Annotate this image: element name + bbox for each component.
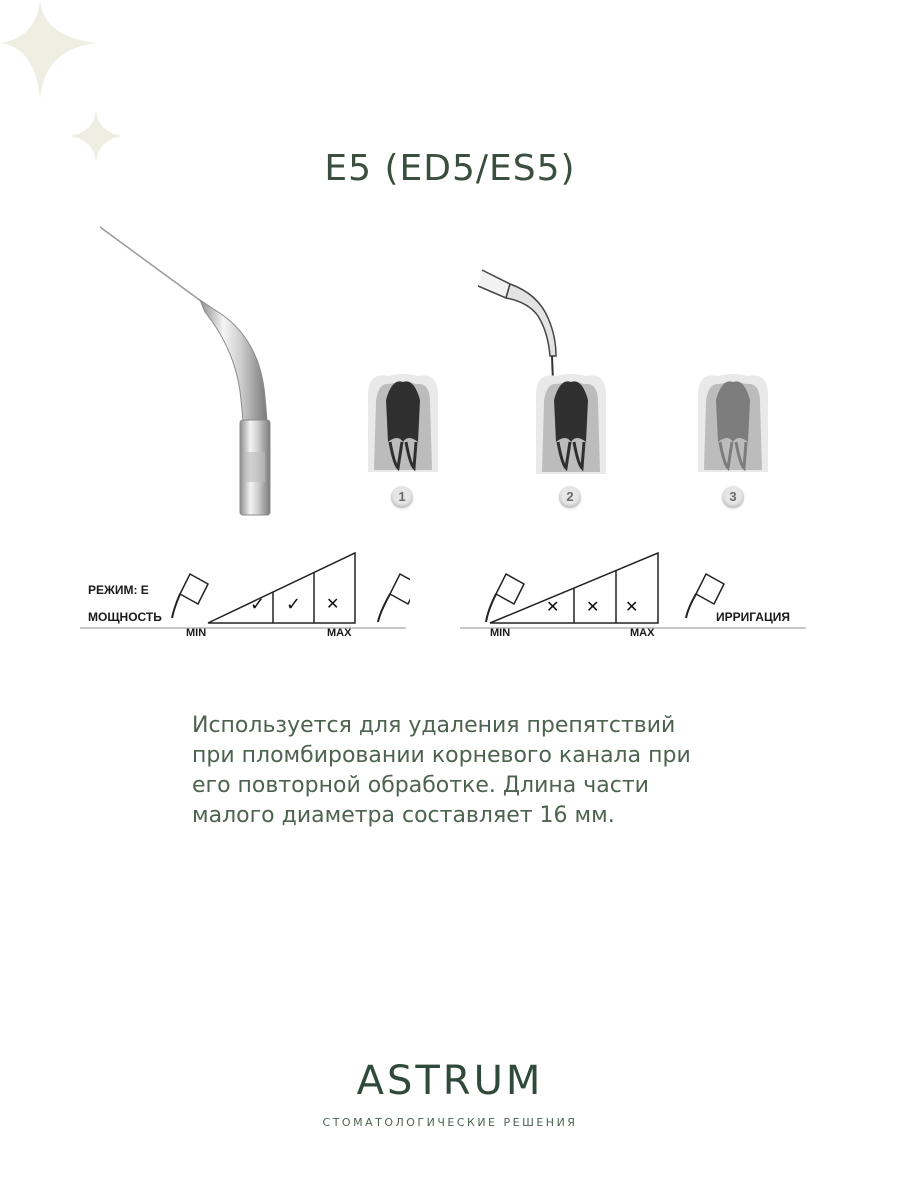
tooth-illustration-after: [698, 372, 768, 474]
step-number-3: 3: [722, 486, 744, 508]
description-line-1: Используется для удаления препятствий: [192, 713, 676, 738]
step-number-2: 2: [559, 486, 581, 508]
ultrasonic-tip-image: [95, 222, 285, 522]
power-chart-graphic: [80, 548, 410, 648]
irrigation-level-3-cross: ✕: [625, 597, 639, 616]
product-title: E5 (ED5/ES5): [324, 148, 576, 189]
irrigation-level-1-cross: ✕: [546, 597, 560, 616]
power-max-label: MAX: [327, 627, 352, 639]
power-min-label: MIN: [186, 627, 207, 639]
power-label: МОЩНОСТЬ: [88, 610, 162, 624]
brand-tagline: СТОМАТОЛОГИЧЕСКИЕ РЕШЕНИЯ: [322, 1116, 578, 1129]
description-line-2: при пломбировании корневого канала при: [192, 743, 691, 768]
irrigation-level-2-cross: ✕: [586, 597, 600, 616]
product-description: [192, 711, 712, 831]
sparkle-large-icon: [0, 0, 100, 100]
tooth-illustration-treatment: [478, 268, 608, 474]
power-level-2-check: ✓: [286, 594, 302, 615]
irrigation-label: ИРРИГАЦИЯ: [716, 610, 790, 624]
power-level-1-check: ✓: [250, 594, 266, 615]
tooth-illustration-before: [368, 372, 438, 474]
description-line-3: его повторной обработке. Длина части: [192, 773, 649, 798]
mode-label: РЕЖИМ: E: [88, 583, 149, 597]
step-number-1: 1: [391, 486, 413, 508]
brand-logo-text: ASTRUM: [356, 1058, 544, 1104]
irrigation-max-label: MAX: [630, 627, 655, 639]
irrigation-min-label: MIN: [490, 627, 511, 639]
power-level-3-cross: ✕: [326, 594, 340, 613]
description-line-4: малого диаметра составляет 16 мм.: [192, 803, 615, 828]
